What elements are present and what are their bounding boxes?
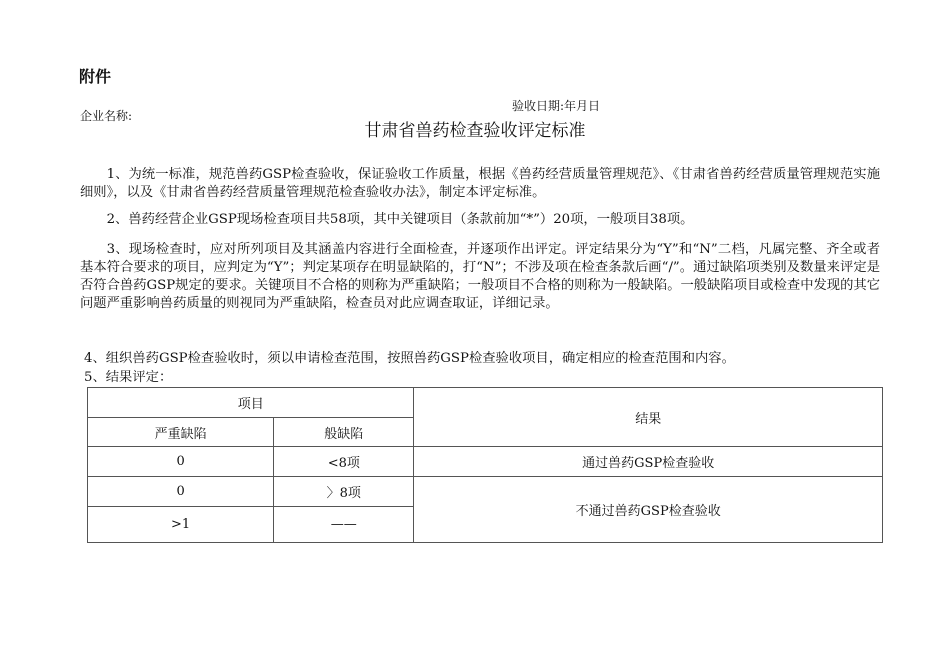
paragraph-5: 5、结果评定：: [84, 370, 173, 385]
cell-result: 不通过兽药GSP检查验收: [414, 477, 883, 543]
paragraph-1: 1、为统一标准，规范兽药GSP检查验收，保证验收工作质量，根据《兽药经营质量管理规范》、《甘肃省兽药经营质量管理规范实施细则》，以及《甘肃省兽药经营质量管理规范检查验收办法》，制定本评定标准。: [80, 167, 880, 200]
table-row: [88, 447, 883, 477]
cell-general: <8项: [274, 447, 414, 477]
cell-general: ——: [274, 507, 414, 543]
header-general-defect: 般缺陷: [274, 418, 414, 447]
cell-result: 通过兽药GSP检查验收: [414, 447, 883, 477]
appendix-label: 附件: [79, 67, 112, 86]
paragraph-3: 3、现场检查时，应对所列项目及其涵盖内容进行全面检查，并逐项作出评定。评定结果分为“Y”和“N”二档，凡属完整、齐全或者基本符合要求的项目，应判定为“Y”；判定某项存在明显缺陷的，打“N”；不涉及项在检查条款后画“/”。通过缺陷项类别及数量来评定是否符合兽药GSP规定的要求。关键项目不合格的则称为严重缺陷；一般项目不合格的则称为一般缺陷。一般缺陷项目或检查中发现的其它问题严重影响兽药质量的则视同为严重缺陷，检查员对此应调查取证，详细记录。: [80, 242, 880, 311]
header-serious-defect: 严重缺陷: [88, 418, 274, 447]
paragraph-4: 4、组织兽药GSP检查验收时，须以申请检查范围，按照兽药GSP检查验收项目，确定相应的检查范围和内容。: [84, 351, 735, 366]
company-name-label: 企业名称:: [80, 109, 133, 123]
cell-serious: >1: [88, 507, 274, 543]
acceptance-date-label: 验收日期:年月日: [512, 99, 601, 113]
result-table: [87, 387, 883, 543]
header-result: 结果: [414, 388, 883, 447]
paragraph-2: 2、兽药经营企业GSP现场检查项目共58项，其中关键项目（条款前加“*”）20项，一般项目38项。: [106, 212, 694, 227]
header-item: 项目: [88, 388, 414, 418]
cell-serious: 0: [88, 477, 274, 507]
cell-serious: 0: [88, 447, 274, 477]
table-row: [88, 477, 883, 507]
cell-general: 〉8项: [274, 477, 414, 507]
document-title: 甘肃省兽药检查验收评定标准: [364, 121, 586, 141]
